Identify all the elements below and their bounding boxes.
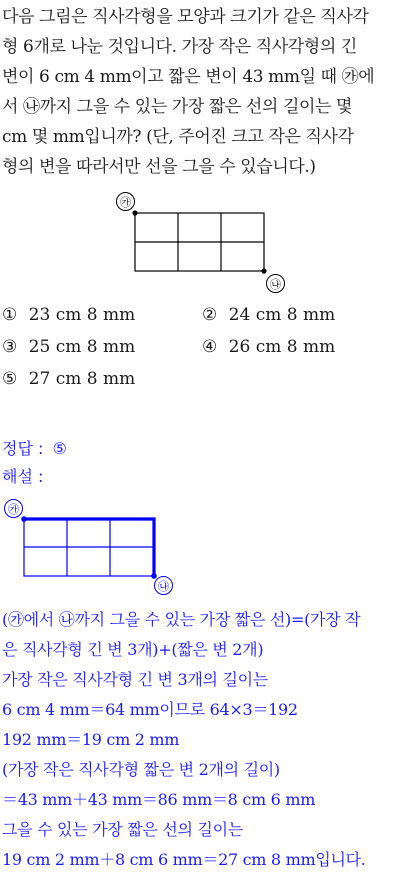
question-line: cm 몇 mm입니까? (단, 주어진 크고 작은 직사각 (2, 127, 354, 147)
question-line: 형 6개로 나눈 것입니다. 가장 작은 직사각형의 긴 (2, 37, 357, 57)
explanation-line: 은 직사각형 긴 변 3개)+(짧은 변 2개) (2, 640, 264, 659)
option-number: ① (2, 305, 18, 325)
option-text: 27 cm 8 mm (28, 369, 136, 389)
explanation-line: 19 cm 2 mm＋8 cm 6 mm＝27 cm 8 mm입니다. (2, 850, 366, 869)
end-point (261, 268, 266, 273)
question-text (2, 2, 398, 182)
explanation-line: 그을 수 있는 가장 짧은 선의 길이는 (2, 820, 243, 839)
option-number: ④ (202, 337, 218, 357)
option-4[interactable] (202, 337, 335, 357)
option-3[interactable] (2, 337, 135, 357)
start-label: ㉮ (4, 499, 23, 518)
question-figure (116, 192, 296, 292)
option-text: 25 cm 8 mm (28, 337, 136, 357)
explanation-line: (㉮에서 ㉯까지 그을 수 있는 가장 짧은 선)=(가장 작 (2, 610, 361, 629)
option-2[interactable] (202, 305, 335, 325)
question-line: 다음 그림은 직사각형을 모양과 크기가 같은 직사각 (2, 7, 369, 27)
start-label: ㉮ (116, 192, 135, 211)
option-number: ② (202, 305, 218, 325)
option-number: ③ (2, 337, 18, 357)
start-point (21, 516, 27, 522)
explanation-text (2, 605, 398, 875)
grid-figure-path (2, 498, 182, 590)
start-point (132, 210, 137, 215)
end-label: ㉯ (266, 274, 285, 293)
option-5[interactable] (2, 369, 135, 389)
question-line: 형의 변을 따라서만 선을 그을 수 있습니다.) (2, 157, 316, 177)
explanation-line: 6 cm 4 mm＝64 mm이므로 64×3＝192 (2, 700, 298, 719)
explanation-line: (가장 작은 직사각형 짧은 변 2개의 길이) (2, 760, 280, 779)
option-text: 26 cm 8 mm (228, 337, 336, 357)
answer-value: ⑤ (52, 439, 67, 458)
option-text: 23 cm 8 mm (28, 305, 136, 325)
answer-label: 정답 : (2, 439, 44, 458)
end-label: ㉯ (154, 576, 173, 595)
answer-row (2, 436, 67, 459)
option-number: ⑤ (2, 369, 18, 389)
explanation-line: 192 mm＝19 cm 2 mm (2, 730, 180, 749)
explanation-figure (2, 498, 182, 593)
option-text: 24 cm 8 mm (228, 305, 336, 325)
option-1[interactable] (2, 305, 135, 325)
explanation-line: 가장 작은 직사각형 긴 변 3개의 길이는 (2, 670, 268, 689)
explanation-line: ＝43 mm＋43 mm＝86 mm＝8 cm 6 mm (2, 790, 316, 809)
explanation-label: 해설 : (2, 467, 44, 486)
question-line: 서 ㉯까지 그을 수 있는 가장 짧은 선의 길이는 몇 (2, 97, 353, 117)
question-line: 변이 6 cm 4 mm이고 짧은 변이 43 mm일 때 ㉮에 (2, 67, 375, 87)
